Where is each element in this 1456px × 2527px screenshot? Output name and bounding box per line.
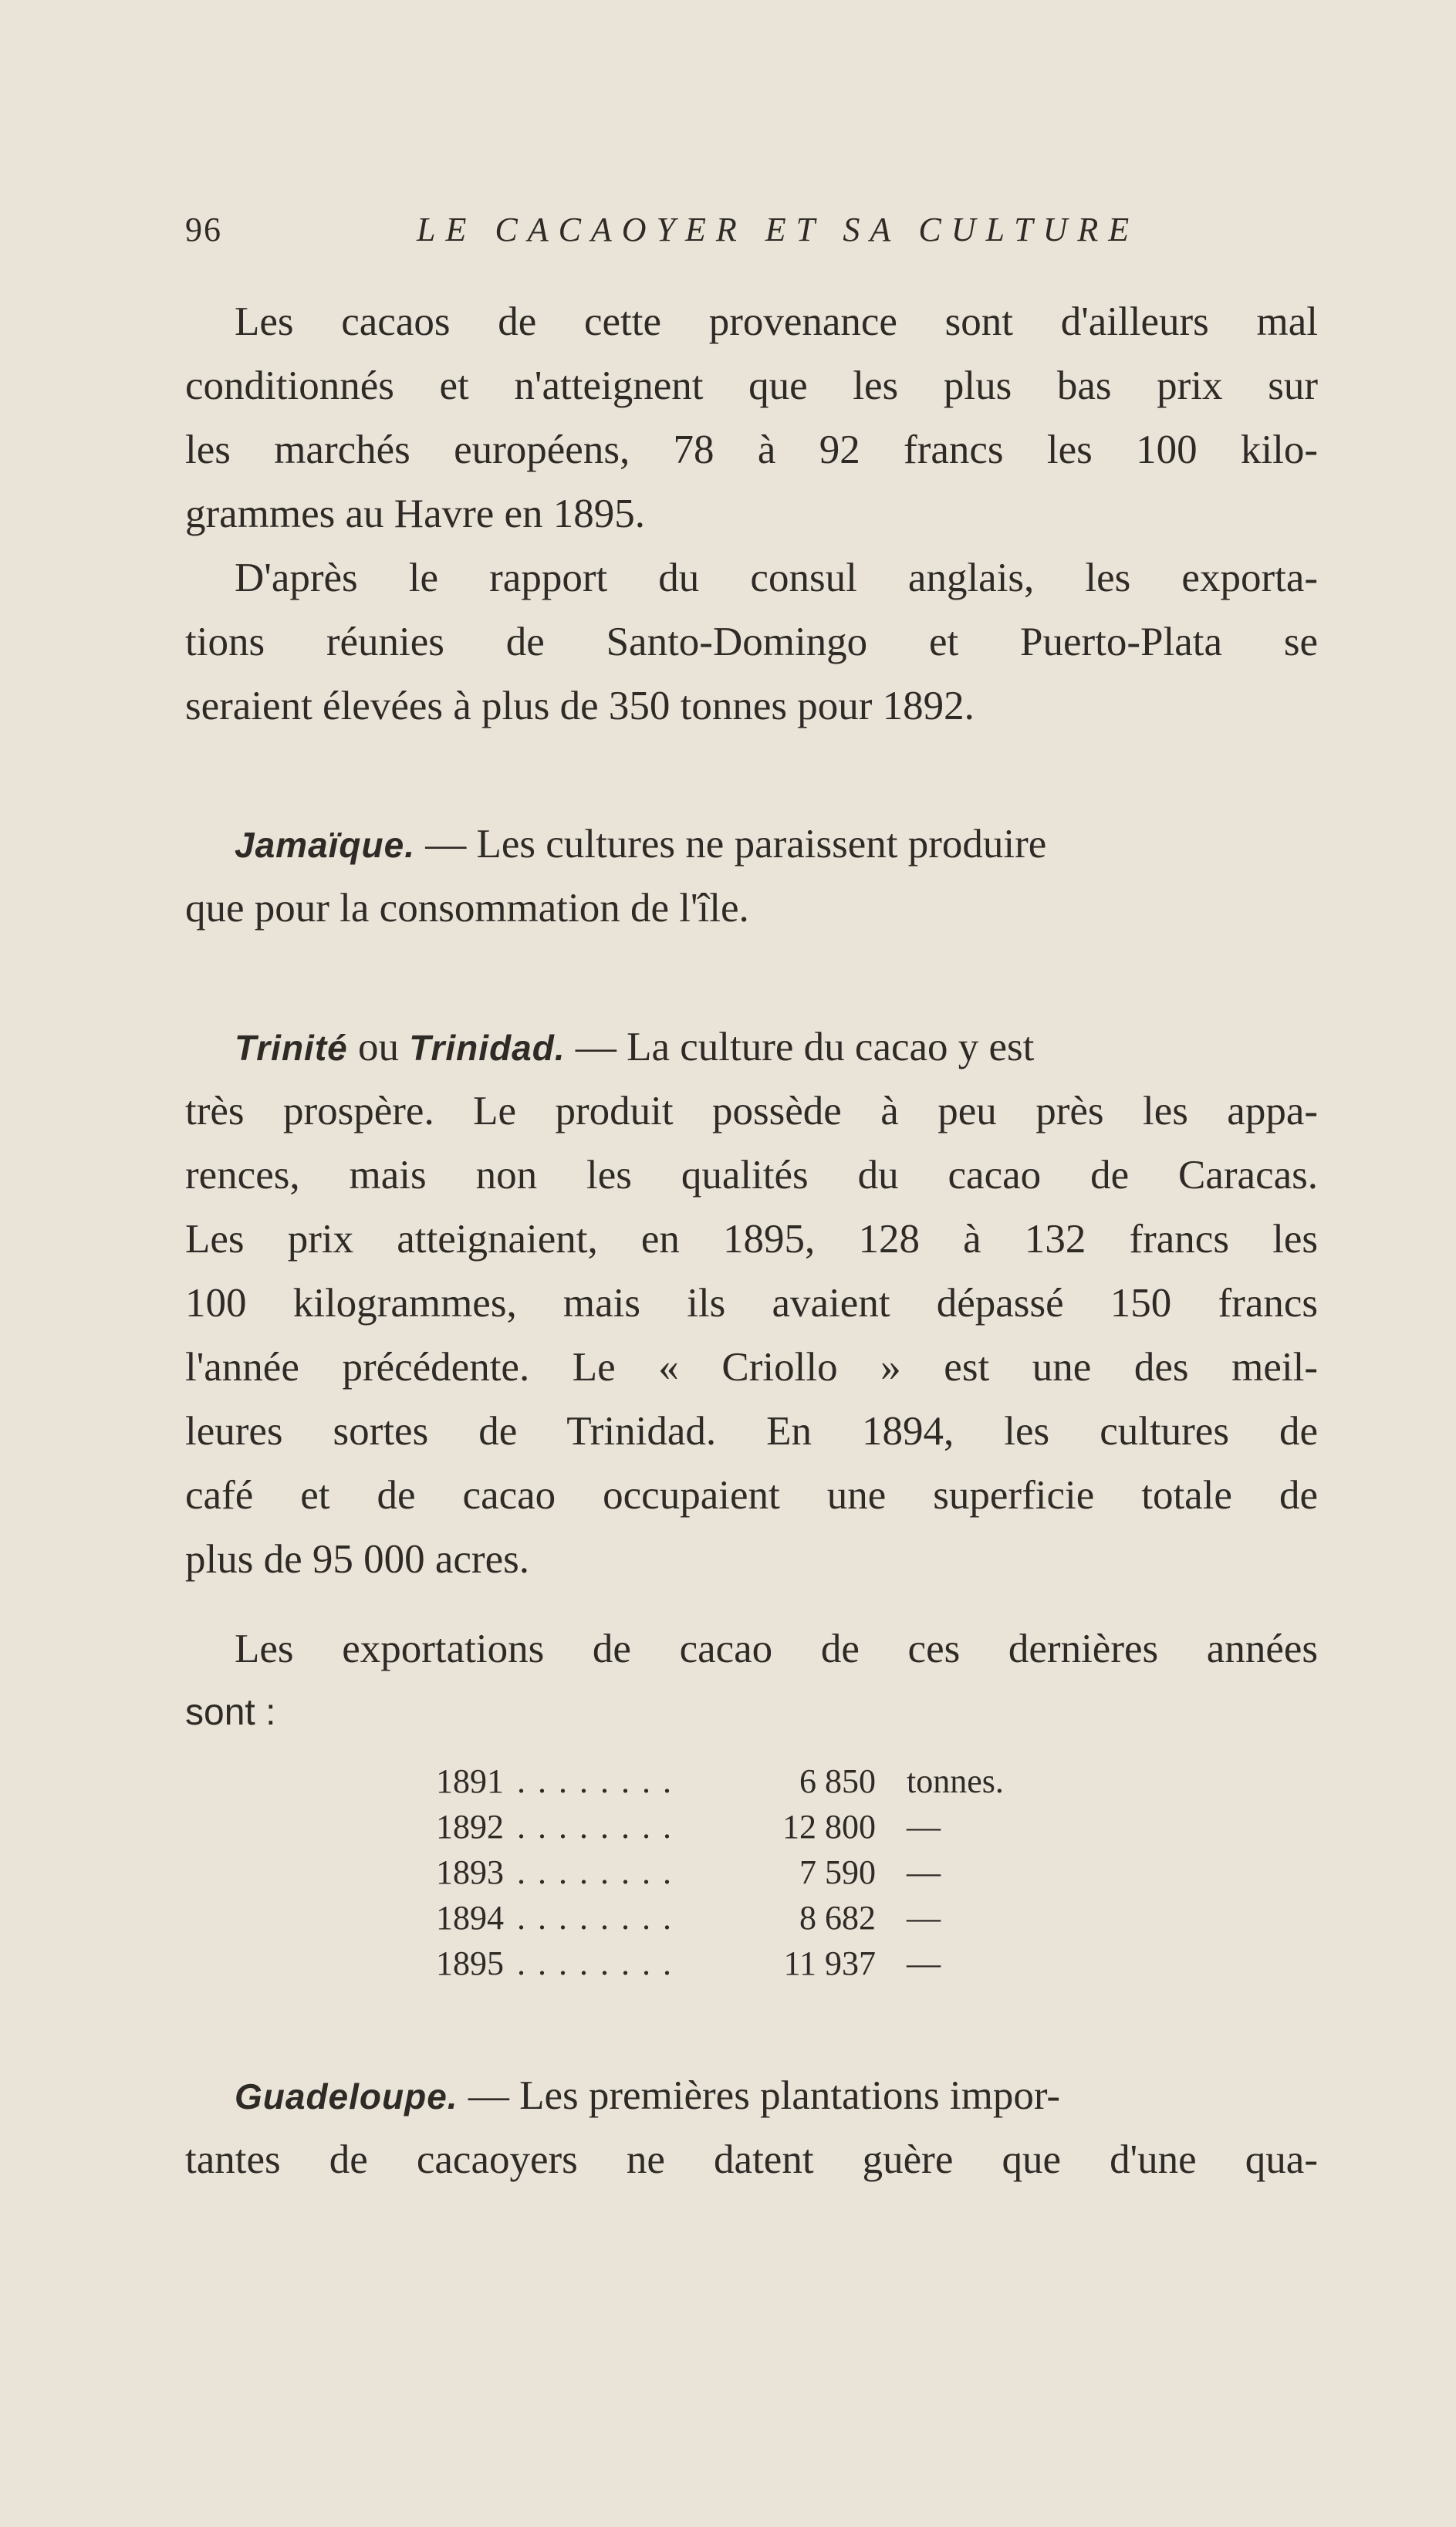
table-leader-dots: ........ <box>517 1808 684 1846</box>
section-jamaique <box>235 817 1318 871</box>
page-header <box>185 210 1319 264</box>
table-leader-dots: ........ <box>517 1853 684 1891</box>
table-row <box>436 1806 1130 1849</box>
text-line: seraient élevées à plus de 350 tonnes pour 1892. <box>185 684 975 728</box>
table-row <box>436 1851 1130 1894</box>
text-line: tions réunies de Santo-Domingo et Puerto-Plata se <box>185 620 1318 664</box>
text-run: — Les cultures ne paraissent produire <box>415 822 1047 867</box>
table-value: 8 682 <box>799 1899 876 1937</box>
section-trinite <box>235 1020 1318 1074</box>
text-line: grammes au Havre en 1895. <box>185 492 646 536</box>
text-line: très prospère. Le produit possède à peu près les appa- <box>185 1089 1318 1133</box>
text-run: ou <box>347 1025 410 1069</box>
text-line: D'après le rapport du consul anglais, les exporta- <box>235 556 1318 600</box>
page-number: 96 <box>185 211 222 248</box>
table-row <box>436 1942 1130 1985</box>
section-guadeloupe <box>235 2069 1318 2123</box>
text-line: tantes de cacaoyers ne datent guère que d'une qua- <box>185 2137 1318 2182</box>
text-line: l'année précédente. Le « Criollo » est une des meil- <box>185 1345 1318 1390</box>
table-value: 7 590 <box>799 1853 876 1891</box>
table-year: 1895 <box>436 1944 504 1982</box>
section-heading: Trinité <box>235 1028 348 1068</box>
text-line: Les exportations de cacao de ces dernières années <box>235 1627 1318 1671</box>
table-row <box>436 1760 1130 1803</box>
table-leader-dots: ........ <box>517 1762 684 1800</box>
table-leader-dots: ........ <box>517 1944 684 1982</box>
text-run: — Les premières plantations impor- <box>458 2073 1061 2118</box>
table-unit: — <box>907 1853 941 1891</box>
text-run: — La culture du cacao y est <box>565 1025 1035 1069</box>
text-line: rences, mais non les qualités du cacao de Caracas. <box>185 1153 1318 1198</box>
section-heading: Trinidad. <box>409 1028 566 1068</box>
text-line: leures sortes de Trinidad. En 1894, les cultures de <box>185 1409 1318 1454</box>
text-line: café et de cacao occupaient une superficie totale de <box>185 1473 1318 1518</box>
text-line: Les prix atteignaient, en 1895, 128 à 132 francs les <box>185 1217 1318 1262</box>
text-line: que pour la consommation de l'île. <box>185 886 749 931</box>
table-leader-dots: ........ <box>517 1899 684 1937</box>
table-year: 1892 <box>436 1808 504 1846</box>
table-value: 11 937 <box>783 1944 876 1982</box>
text-line: plus de 95 000 acres. <box>185 1537 529 1582</box>
table-year: 1894 <box>436 1899 504 1937</box>
table-row <box>436 1897 1130 1940</box>
text-line: les marchés européens, 78 à 92 francs les 100 kilo- <box>185 427 1318 472</box>
table-unit: tonnes. <box>907 1762 1004 1800</box>
table-value: 12 800 <box>782 1808 876 1846</box>
text-line: sont : <box>185 1692 276 1733</box>
table-year: 1891 <box>436 1762 504 1800</box>
table-unit: — <box>907 1808 941 1846</box>
section-heading: Guadeloupe. <box>235 2076 458 2117</box>
text-line: 100 kilogrammes, mais ils avaient dépassé 150 francs <box>185 1281 1318 1326</box>
running-title: LE CACAOYER ET SA CULTURE <box>417 211 1140 248</box>
table-value: 6 850 <box>799 1762 876 1800</box>
text-line: conditionnés et n'atteignent que les plus bas prix sur <box>185 363 1318 408</box>
table-year: 1893 <box>436 1853 504 1891</box>
text-line: Les cacaos de cette provenance sont d'ailleurs mal <box>235 299 1318 344</box>
table-unit: — <box>907 1899 941 1937</box>
table-unit: — <box>907 1944 941 1982</box>
section-heading: Jamaïque. <box>235 825 415 865</box>
